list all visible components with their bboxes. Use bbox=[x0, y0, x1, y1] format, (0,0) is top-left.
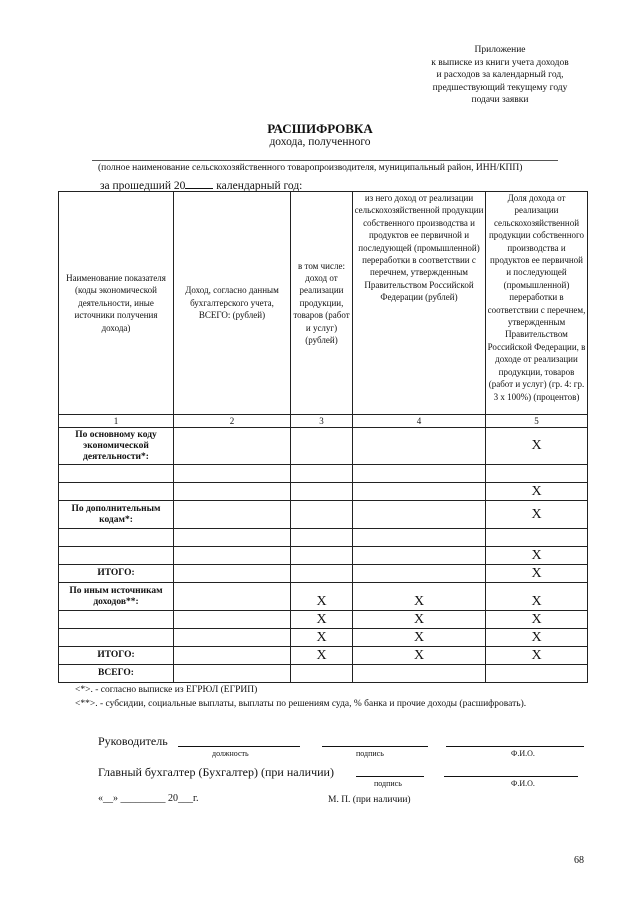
head-label: Руководитель bbox=[98, 734, 168, 748]
column-number: 4 bbox=[353, 415, 486, 428]
input-cell[interactable] bbox=[353, 465, 486, 483]
input-cell[interactable] bbox=[486, 529, 588, 547]
row-label: По иным источникам доходов**: bbox=[59, 583, 174, 611]
appendix-block bbox=[400, 44, 600, 107]
header-cell: Доход, согласно данным бухгалтерского учета, ВСЕГО: (рублей) bbox=[174, 192, 291, 415]
input-cell[interactable] bbox=[59, 529, 174, 547]
header-cell: в том числе: доход от реализации продукции, товаров (работ и услуг) (рублей) bbox=[291, 192, 353, 415]
table-row bbox=[59, 428, 588, 465]
input-cell[interactable] bbox=[291, 483, 353, 501]
input-cell[interactable] bbox=[353, 547, 486, 565]
table-row bbox=[59, 611, 588, 629]
table-row bbox=[59, 647, 588, 665]
input-cell[interactable] bbox=[59, 483, 174, 501]
input-cell[interactable] bbox=[353, 665, 486, 683]
fio-line[interactable] bbox=[444, 776, 578, 777]
document-title: РАСШИФРОВКА bbox=[267, 121, 373, 136]
input-cell[interactable] bbox=[59, 465, 174, 483]
page-number: 68 bbox=[574, 855, 584, 866]
row-label: ИТОГО: bbox=[59, 565, 174, 583]
caption-signature: подпись bbox=[356, 749, 384, 758]
appendix-line: подачи заявки bbox=[471, 95, 529, 105]
input-cell[interactable] bbox=[486, 465, 588, 483]
input-cell[interactable] bbox=[291, 565, 353, 583]
table-row bbox=[59, 629, 588, 647]
input-cell[interactable] bbox=[291, 501, 353, 529]
x-mark: X bbox=[291, 583, 353, 611]
column-number: 3 bbox=[291, 415, 353, 428]
row-label: По основному коду экономической деятельности*: bbox=[59, 428, 174, 465]
input-cell[interactable] bbox=[174, 428, 291, 465]
column-number-row bbox=[59, 415, 588, 428]
position-line[interactable] bbox=[178, 746, 300, 747]
income-table bbox=[58, 191, 588, 683]
table-row bbox=[59, 483, 588, 501]
name-fill-line bbox=[92, 160, 558, 161]
year-blank bbox=[185, 178, 213, 189]
input-cell[interactable] bbox=[353, 529, 486, 547]
input-cell[interactable] bbox=[174, 529, 291, 547]
column-number: 2 bbox=[174, 415, 291, 428]
input-cell[interactable] bbox=[291, 529, 353, 547]
period-suffix: календарный год: bbox=[216, 180, 303, 192]
input-cell[interactable] bbox=[174, 583, 291, 611]
table-row bbox=[59, 583, 588, 611]
column-number: 1 bbox=[59, 415, 174, 428]
appendix-line: и расходов за календарный год, bbox=[436, 70, 564, 80]
caption-fio: Ф.И.О. bbox=[511, 749, 535, 758]
table-row bbox=[59, 501, 588, 529]
input-cell[interactable] bbox=[291, 547, 353, 565]
appendix-line: к выписке из книги учета доходов bbox=[431, 57, 569, 68]
input-cell[interactable] bbox=[174, 647, 291, 665]
input-cell[interactable] bbox=[353, 565, 486, 583]
x-mark: X bbox=[291, 611, 353, 629]
input-cell[interactable] bbox=[174, 629, 291, 647]
table-row bbox=[59, 529, 588, 547]
date-line[interactable]: «__» _________ 20___г. bbox=[98, 793, 199, 804]
x-mark: X bbox=[486, 583, 588, 611]
header-cell: Доля дохода от реализации сельскохозяйственной продукции собственного производства и продуктов ее первичной и последующей (промышленной) переработки в соответствии с перечнем, утвержденным Правительством Российской Федерации, в доходе от реализации продукции, товаров (работ и услуг) (гр. 4: гр. 3 x 100%) (процентов) bbox=[486, 192, 588, 415]
x-mark: X bbox=[353, 583, 486, 611]
period-prefix: за прошедший 20 bbox=[100, 180, 186, 192]
x-mark: X bbox=[353, 647, 486, 665]
x-mark: X bbox=[486, 547, 588, 565]
fio-line[interactable] bbox=[446, 746, 584, 747]
input-cell[interactable] bbox=[174, 565, 291, 583]
period-line bbox=[100, 178, 302, 192]
x-mark: X bbox=[486, 647, 588, 665]
input-cell[interactable] bbox=[291, 465, 353, 483]
x-mark: X bbox=[291, 629, 353, 647]
input-cell[interactable] bbox=[353, 428, 486, 465]
footnote-2: <**>. - субсидии, социальные выплаты, выплаты по решениям суда, % банка и прочие доходы (расшифровать). bbox=[75, 699, 527, 709]
row-label: По дополнительным кодам*: bbox=[59, 501, 174, 529]
column-number: 5 bbox=[486, 415, 588, 428]
input-cell[interactable] bbox=[174, 501, 291, 529]
footnote-1: <*>. - согласно выписке из ЕГРЮЛ (ЕГРИП) bbox=[75, 685, 258, 695]
caption-fio: Ф.И.О. bbox=[511, 779, 535, 788]
chief-accountant-label: Главный бухгалтер (Бухгалтер) (при наличии) bbox=[98, 765, 334, 779]
x-mark: X bbox=[486, 611, 588, 629]
header-row bbox=[59, 192, 588, 415]
input-cell[interactable] bbox=[59, 629, 174, 647]
table-row bbox=[59, 665, 588, 683]
signature-line[interactable] bbox=[356, 776, 424, 777]
table-row bbox=[59, 565, 588, 583]
input-cell[interactable] bbox=[174, 665, 291, 683]
x-mark: X bbox=[486, 483, 588, 501]
x-mark: X bbox=[353, 611, 486, 629]
appendix-line: Приложение bbox=[474, 45, 526, 55]
input-cell[interactable] bbox=[353, 501, 486, 529]
input-cell[interactable] bbox=[59, 547, 174, 565]
x-mark: X bbox=[353, 629, 486, 647]
input-cell[interactable] bbox=[174, 483, 291, 501]
x-mark: X bbox=[486, 428, 588, 465]
row-label: ВСЕГО: bbox=[59, 665, 174, 683]
table-row bbox=[59, 547, 588, 565]
input-cell[interactable] bbox=[291, 665, 353, 683]
input-cell[interactable] bbox=[174, 465, 291, 483]
header-cell: из него доход от реализации сельскохозяйственной продукции собственного производства и продуктов ее первичной и последующей (промышленной) переработки в соответствии с перечнем, утвержденным Правительством Российской Федерации (рублей) bbox=[353, 192, 486, 415]
caption-signature: подпись bbox=[374, 779, 402, 788]
input-cell[interactable] bbox=[174, 611, 291, 629]
input-cell[interactable] bbox=[174, 547, 291, 565]
x-mark: X bbox=[486, 565, 588, 583]
input-cell[interactable] bbox=[353, 483, 486, 501]
table-row bbox=[59, 465, 588, 483]
full-name-note: (полное наименование сельскохозяйственного товаропроизводителя, муниципальный район, ИНН/КПП) bbox=[98, 163, 523, 173]
input-cell[interactable] bbox=[486, 665, 588, 683]
caption-position: должность bbox=[212, 749, 249, 758]
x-mark: X bbox=[486, 501, 588, 529]
document-subtitle: дохода, полученного bbox=[269, 136, 371, 148]
x-mark: X bbox=[486, 629, 588, 647]
row-label: ИТОГО: bbox=[59, 647, 174, 665]
input-cell[interactable] bbox=[291, 428, 353, 465]
input-cell[interactable] bbox=[59, 611, 174, 629]
x-mark: X bbox=[291, 647, 353, 665]
signature-line[interactable] bbox=[322, 746, 428, 747]
appendix-line: предшествующий текущему году bbox=[432, 82, 568, 93]
stamp-place: М. П. (при наличии) bbox=[328, 795, 411, 805]
header-cell: Наименование показателя (коды экономической деятельности, иные источники получения дохода) bbox=[59, 192, 174, 415]
